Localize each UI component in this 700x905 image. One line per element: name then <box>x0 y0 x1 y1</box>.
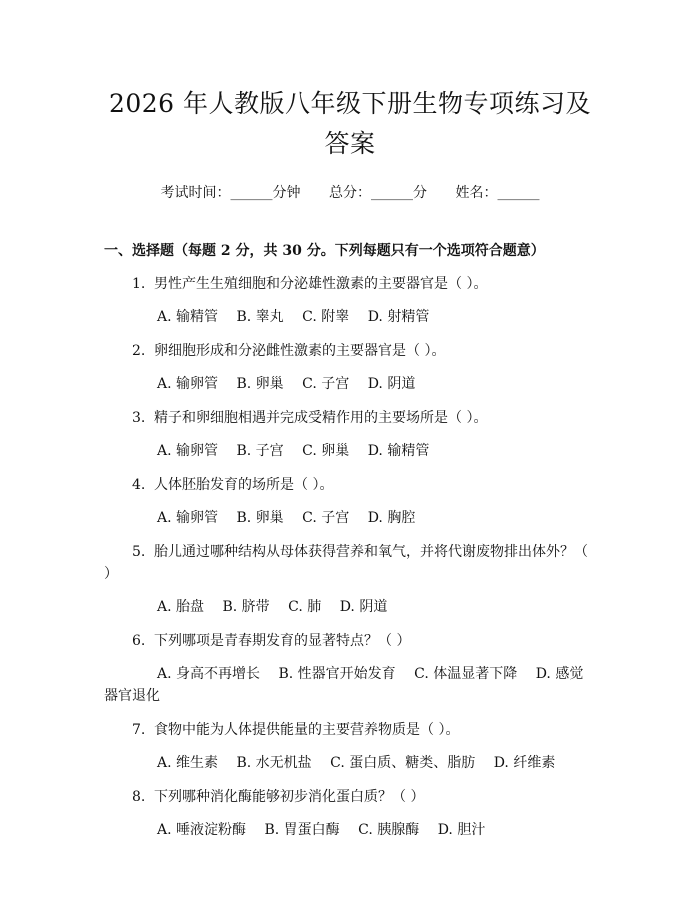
option-b: B. 子宫 <box>236 443 284 459</box>
option-b: B. 卵巢 <box>236 510 284 526</box>
question-3 <box>104 407 596 429</box>
option-b: B. 性器官开始发育 <box>278 666 396 682</box>
option-a: A. 唾液淀粉酶 <box>157 822 247 838</box>
question-number: 5. <box>132 544 146 560</box>
question-text: 食物中能为人体提供能量的主要营养物质是（ ）。 <box>154 722 460 738</box>
question-5-options <box>104 596 596 618</box>
question-1 <box>104 273 596 295</box>
option-d: D. 阴道 <box>339 599 388 615</box>
question-number: 2. <box>132 343 146 359</box>
question-1-options <box>104 306 596 328</box>
question-4-options <box>104 507 596 529</box>
question-8 <box>104 786 596 808</box>
exam-meta <box>104 183 596 203</box>
question-text: 卵细胞形成和分泌雌性激素的主要器官是（ ）。 <box>154 343 446 359</box>
question-number: 1. <box>132 276 146 292</box>
question-number: 7. <box>132 722 146 738</box>
option-a: A. 输卵管 <box>157 510 219 526</box>
option-c: C. 子宫 <box>302 510 350 526</box>
option-b: B. 胃蛋白酶 <box>264 822 340 838</box>
section-heading: 一、选择题（每题 2 分，共 30 分。下列每题只有一个选项符合题意） <box>104 243 545 259</box>
page-title: 2026 年人教版八年级下册生物专项练习及答案 <box>108 89 592 158</box>
question-text: 下列哪项是青春期发育的显著特点？（ ） <box>154 633 411 649</box>
option-c: C. 胰腺酶 <box>358 822 420 838</box>
option-b: B. 睾丸 <box>236 309 284 325</box>
option-d: D. 胆汁 <box>437 822 486 838</box>
question-text: 胎儿通过哪种结构从母体获得营养和氧气，并将代谢废物排出体外？（ ） <box>104 544 588 582</box>
question-7-options <box>104 752 596 774</box>
student-name-field: 姓名：______ <box>455 185 540 201</box>
option-a: A. 维生素 <box>157 755 219 771</box>
question-number: 3. <box>132 410 146 426</box>
question-number: 4. <box>132 477 146 493</box>
option-c: C. 卵巢 <box>302 443 350 459</box>
question-number: 6. <box>132 633 146 649</box>
option-c: C. 肺 <box>288 599 322 615</box>
exam-time-field: 考试时间：______分钟 <box>160 185 301 201</box>
option-d: D. 纤维素 <box>493 755 556 771</box>
option-c: C. 子宫 <box>302 376 350 392</box>
question-5 <box>104 541 596 585</box>
question-text: 男性产生生殖细胞和分泌雄性激素的主要器官是（ ）。 <box>154 276 488 292</box>
question-8-options <box>104 819 596 841</box>
option-d: D. 输精管 <box>367 443 430 459</box>
option-a: A. 输卵管 <box>157 376 219 392</box>
option-c: C. 蛋白质、糖类、脂肪 <box>330 755 476 771</box>
question-2 <box>104 340 596 362</box>
option-c: C. 体温显著下降 <box>414 666 518 682</box>
option-d: D. 阴道 <box>367 376 416 392</box>
option-d: D. 射精管 <box>367 309 430 325</box>
option-a: A. 胎盘 <box>157 599 205 615</box>
option-a: A. 输精管 <box>157 309 219 325</box>
question-text: 下列哪种消化酶能够初步消化蛋白质？（ ） <box>154 789 425 805</box>
option-a: A. 输卵管 <box>157 443 219 459</box>
option-c: C. 附睾 <box>302 309 350 325</box>
total-score-field: 总分：______分 <box>329 185 427 201</box>
question-7 <box>104 719 596 741</box>
question-number: 8. <box>132 789 146 805</box>
question-text: 精子和卵细胞相遇并完成受精作用的主要场所是（ ）。 <box>154 410 488 426</box>
question-2-options <box>104 373 596 395</box>
question-3-options <box>104 440 596 462</box>
option-b: B. 卵巢 <box>236 376 284 392</box>
question-text: 人体胚胎发育的场所是（ ）。 <box>154 477 334 493</box>
option-a: A. 身高不再增长 <box>157 666 261 682</box>
option-b: B. 脐带 <box>222 599 270 615</box>
question-6-options <box>104 663 596 707</box>
option-d: D. 胸腔 <box>367 510 416 526</box>
option-d: D. 感觉器官退化 <box>104 666 584 704</box>
question-list <box>104 273 596 841</box>
option-b: B. 水无机盐 <box>236 755 312 771</box>
question-6 <box>104 630 596 652</box>
question-4 <box>104 474 596 496</box>
